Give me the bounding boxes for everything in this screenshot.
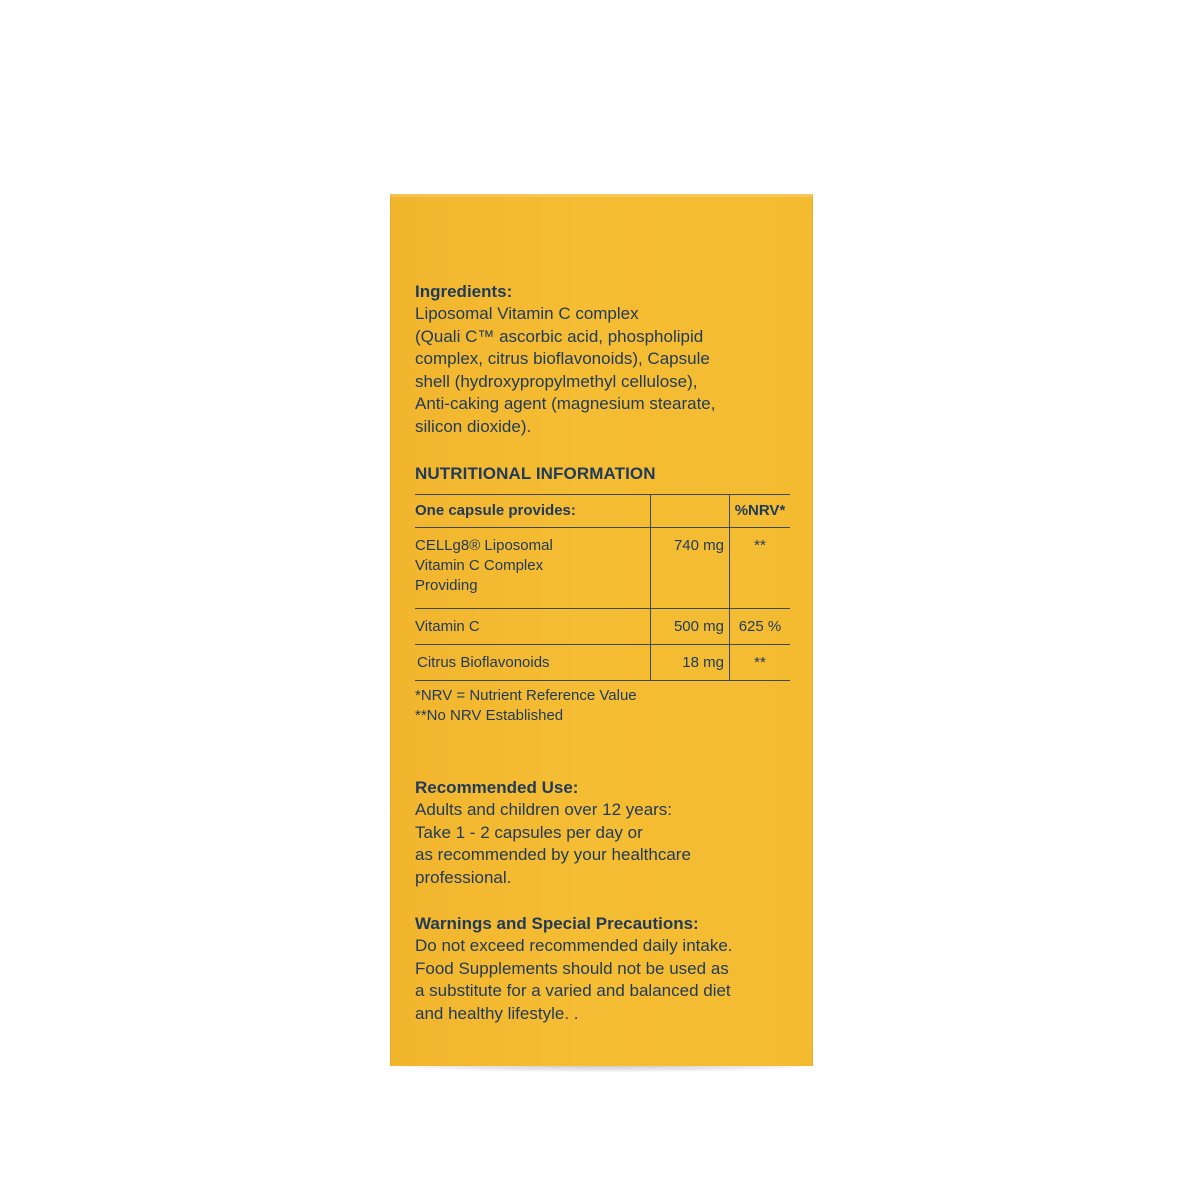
row-name: Citrus Bioflavonoids	[415, 645, 651, 681]
warnings-line: Do not exceed recommended daily intake.	[415, 936, 733, 955]
recommended-use-section	[415, 776, 791, 889]
header-nrv: %NRV*	[730, 495, 791, 528]
row-nrv: **	[730, 528, 791, 609]
table-row	[415, 645, 790, 681]
footnote: **No NRV Established	[415, 707, 564, 724]
warnings-line: Food Supplements should not be used as	[415, 958, 729, 978]
ingredients-text	[415, 303, 791, 438]
recommended-use-text	[415, 799, 791, 889]
row-name-line: CELLg8® Liposomal	[415, 537, 553, 554]
recommended-use-line: as recommended by your healthcare	[415, 845, 691, 864]
box-top-edge	[390, 194, 813, 197]
ingredients-line: Anti-caking agent (magnesium stearate,	[415, 394, 716, 413]
product-box-side-panel	[390, 194, 813, 1066]
warnings-line: and healthy lifestyle. .	[415, 1003, 579, 1023]
ingredients-section	[415, 280, 791, 438]
ingredients-heading: Ingredients:	[415, 282, 513, 301]
nutrition-footnotes	[415, 686, 637, 726]
ingredients-line: (Quali C™ ascorbic acid, phospholipid	[415, 326, 704, 346]
recommended-use-line: Adults and children over 12 years:	[415, 800, 673, 819]
footnote: *NRV = Nutrient Reference Value	[415, 687, 637, 704]
row-amount: 18 mg	[651, 645, 730, 681]
recommended-use-line: Take 1 - 2 capsules per day or	[415, 822, 643, 842]
table-row	[415, 609, 790, 645]
row-name-line: Providing	[415, 577, 478, 594]
warnings-heading: Warnings and Special Precautions:	[415, 914, 699, 933]
row-amount: 740 mg	[651, 528, 730, 609]
row-nrv: 625 %	[730, 609, 791, 645]
table-row	[415, 528, 790, 609]
row-name: Vitamin C	[415, 609, 651, 645]
header-one-capsule: One capsule provides:	[415, 495, 651, 528]
nutrition-title-block	[415, 464, 791, 484]
warnings-text	[415, 935, 791, 1025]
row-name	[415, 528, 651, 609]
row-amount: 500 mg	[651, 609, 730, 645]
header-amount	[651, 495, 730, 528]
nutrition-table	[415, 494, 790, 681]
nutrition-title: NUTRITIONAL INFORMATION	[415, 464, 656, 483]
row-nrv: **	[730, 645, 791, 681]
row-name-line: Vitamin C Complex	[415, 557, 544, 574]
nutrition-table-header	[415, 495, 790, 528]
recommended-use-line: professional.	[415, 867, 512, 887]
ingredients-line: shell (hydroxypropylmethyl cellulose),	[415, 371, 698, 391]
ingredients-line: complex, citrus bioflavonoids), Capsule	[415, 349, 710, 368]
ingredients-line: silicon dioxide).	[415, 416, 532, 436]
recommended-use-heading: Recommended Use:	[415, 778, 579, 797]
warnings-line: a substitute for a varied and balanced diet	[415, 981, 731, 1000]
warnings-section	[415, 912, 791, 1025]
ingredients-line: Liposomal Vitamin C complex	[415, 304, 639, 323]
